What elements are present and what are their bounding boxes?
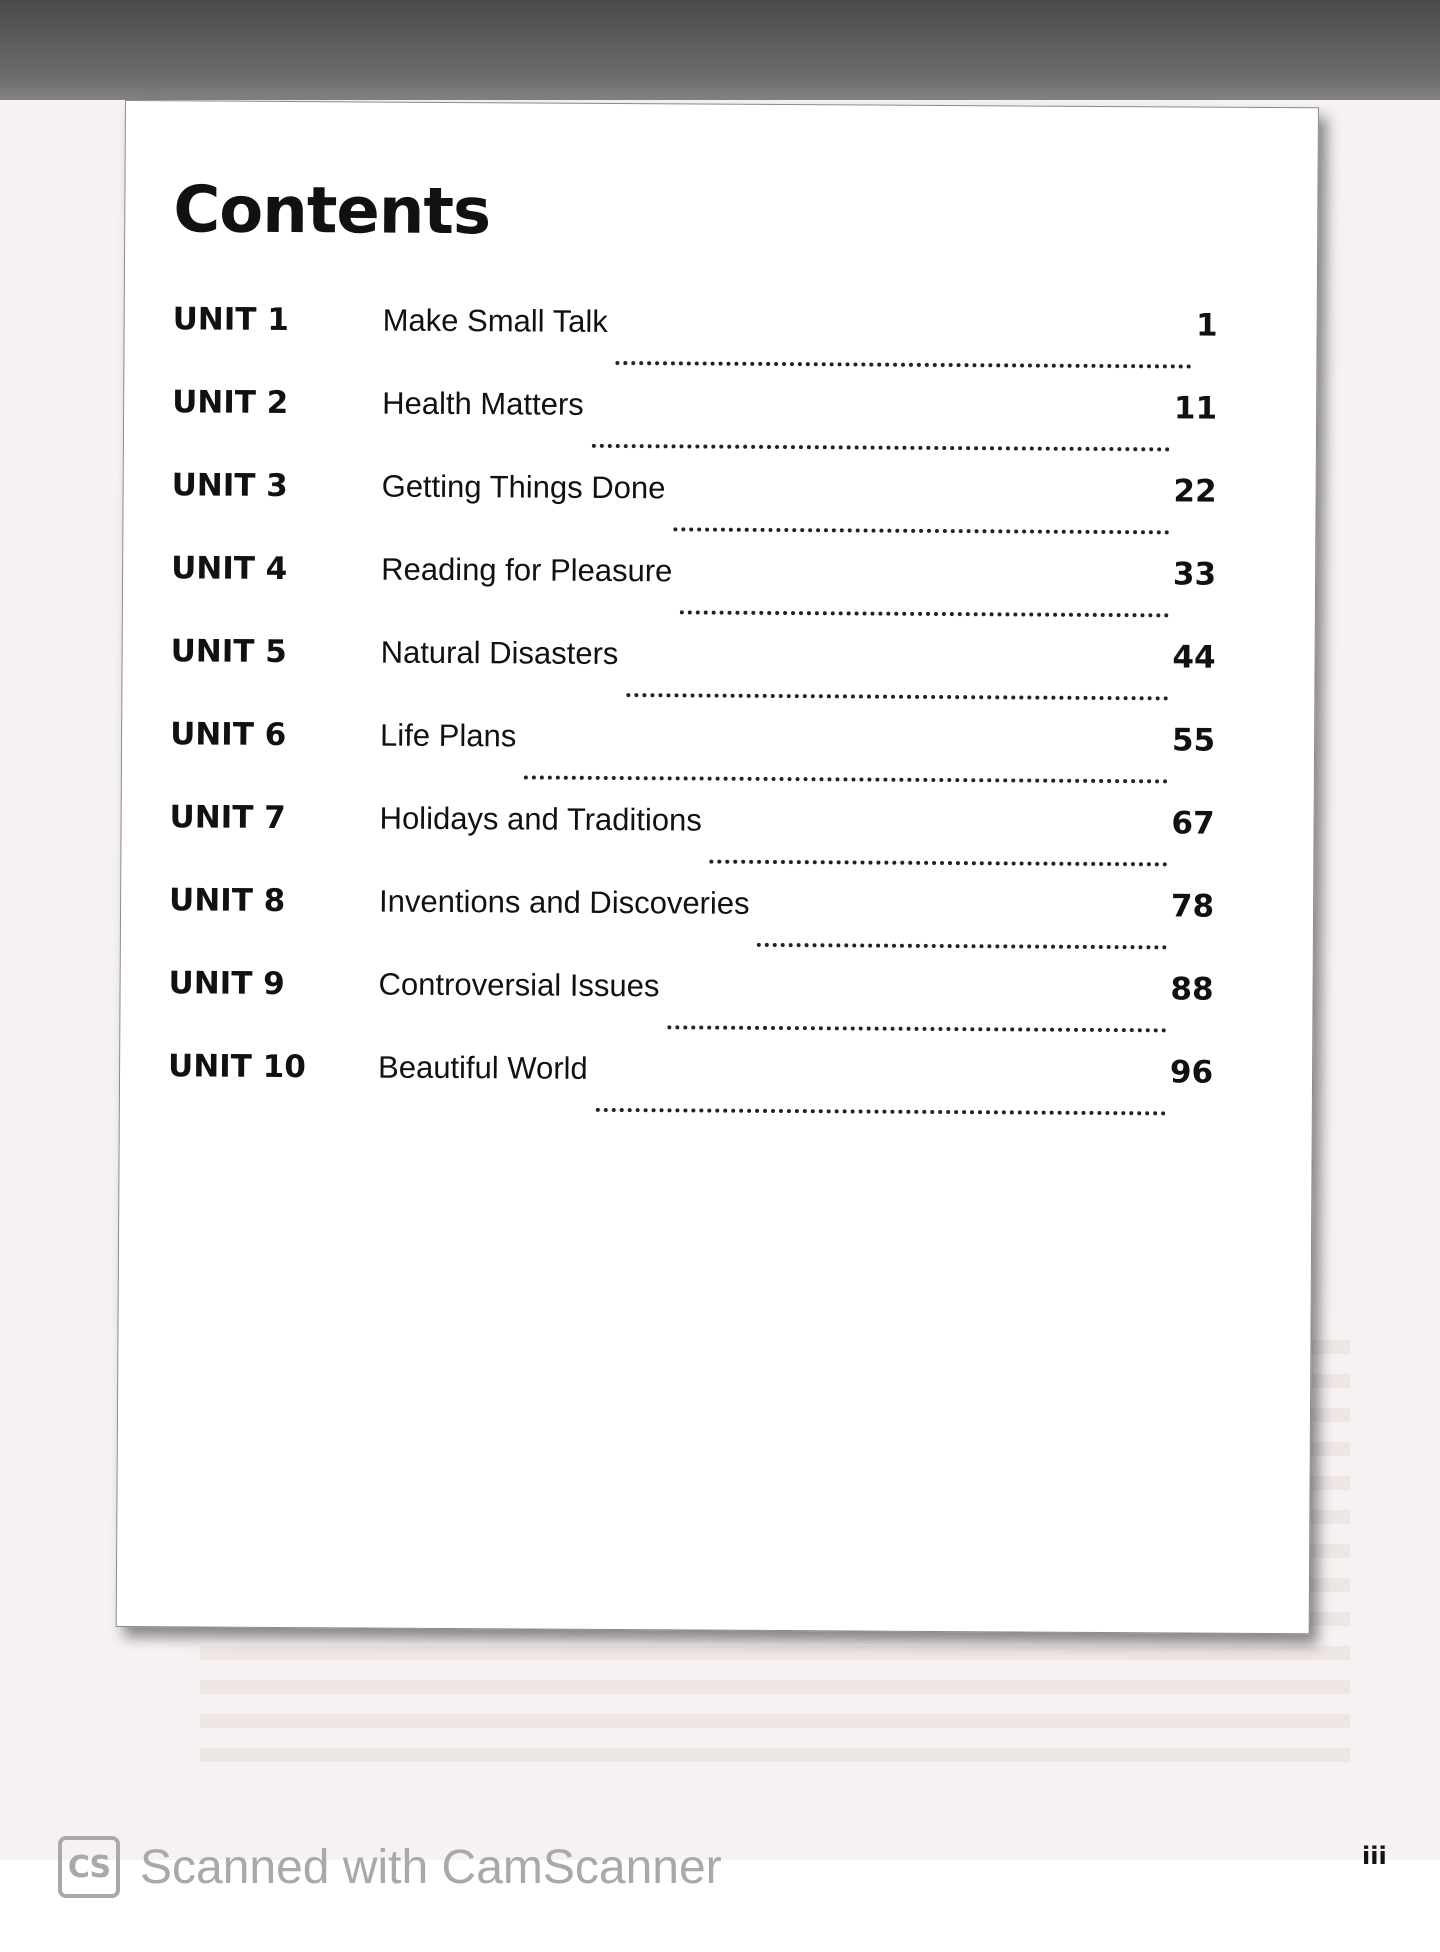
unit-title: Health Matters [382, 385, 584, 422]
dot-leader [710, 860, 1168, 867]
page-number: 78 [1170, 888, 1215, 925]
unit-title: Reading for Pleasure [381, 551, 673, 589]
unit-title: Inventions and Discoveries [379, 883, 750, 921]
page-number: 11 [1173, 390, 1218, 427]
page-number: 55 [1171, 722, 1216, 759]
toc-entry-unit-6[interactable] [170, 716, 1215, 805]
scanner-background-band [0, 0, 1440, 108]
unit-title: Make Small Talk [382, 302, 608, 339]
dot-leader [667, 1025, 1166, 1032]
unit-label: UNIT 7 [169, 799, 286, 836]
toc-entry-unit-2[interactable] [172, 384, 1217, 473]
table-of-contents [168, 301, 1218, 1137]
contents-page [116, 100, 1319, 1634]
toc-entry-unit-1[interactable] [172, 301, 1217, 390]
toc-entry-unit-3[interactable] [171, 467, 1216, 556]
toc-entry-unit-8[interactable] [169, 882, 1214, 971]
toc-entry-unit-4[interactable] [171, 550, 1216, 639]
unit-title: Beautiful World [377, 1049, 588, 1086]
unit-label: UNIT 1 [172, 301, 289, 339]
unit-label: UNIT 8 [169, 882, 286, 919]
watermark-text: Scanned with CamScanner [140, 1840, 722, 1894]
dot-leader [595, 1108, 1165, 1115]
unit-title: Controversial Issues [378, 966, 660, 1004]
dot-leader [591, 444, 1169, 452]
unit-label: UNIT 2 [172, 384, 289, 422]
page-number: 1 [1195, 307, 1218, 344]
unit-title: Natural Disasters [380, 634, 619, 672]
dot-leader [673, 527, 1169, 534]
camscanner-watermark [58, 1836, 722, 1898]
camscanner-logo-icon: CS [58, 1836, 120, 1898]
page-number: 88 [1170, 971, 1214, 1008]
dot-leader [616, 361, 1192, 369]
toc-entry-unit-9[interactable] [168, 965, 1213, 1054]
unit-title: Life Plans [380, 717, 517, 754]
unit-label: UNIT 5 [170, 633, 287, 670]
unit-title: Getting Things Done [381, 468, 666, 506]
page-folio-number: iii [1362, 1842, 1387, 1870]
page-title: Contents [173, 173, 491, 250]
page-number: 33 [1172, 556, 1217, 593]
toc-entry-unit-10[interactable] [168, 1048, 1213, 1137]
unit-label: UNIT 3 [171, 467, 288, 505]
unit-title: Holidays and Traditions [379, 800, 702, 838]
page-number: 22 [1173, 473, 1217, 510]
unit-label: UNIT 6 [170, 716, 287, 753]
dot-leader [626, 693, 1168, 700]
dot-leader [680, 610, 1169, 617]
unit-label: UNIT 9 [168, 965, 285, 1002]
unit-label: UNIT 10 [167, 1048, 306, 1086]
dot-leader [524, 775, 1168, 783]
page-number: 96 [1169, 1054, 1214, 1091]
toc-entry-unit-5[interactable] [170, 633, 1215, 722]
dot-leader [757, 943, 1166, 950]
toc-entry-unit-7[interactable] [169, 799, 1214, 888]
page-number: 67 [1171, 805, 1215, 842]
unit-label: UNIT 4 [171, 550, 288, 587]
page-number: 44 [1172, 639, 1216, 676]
